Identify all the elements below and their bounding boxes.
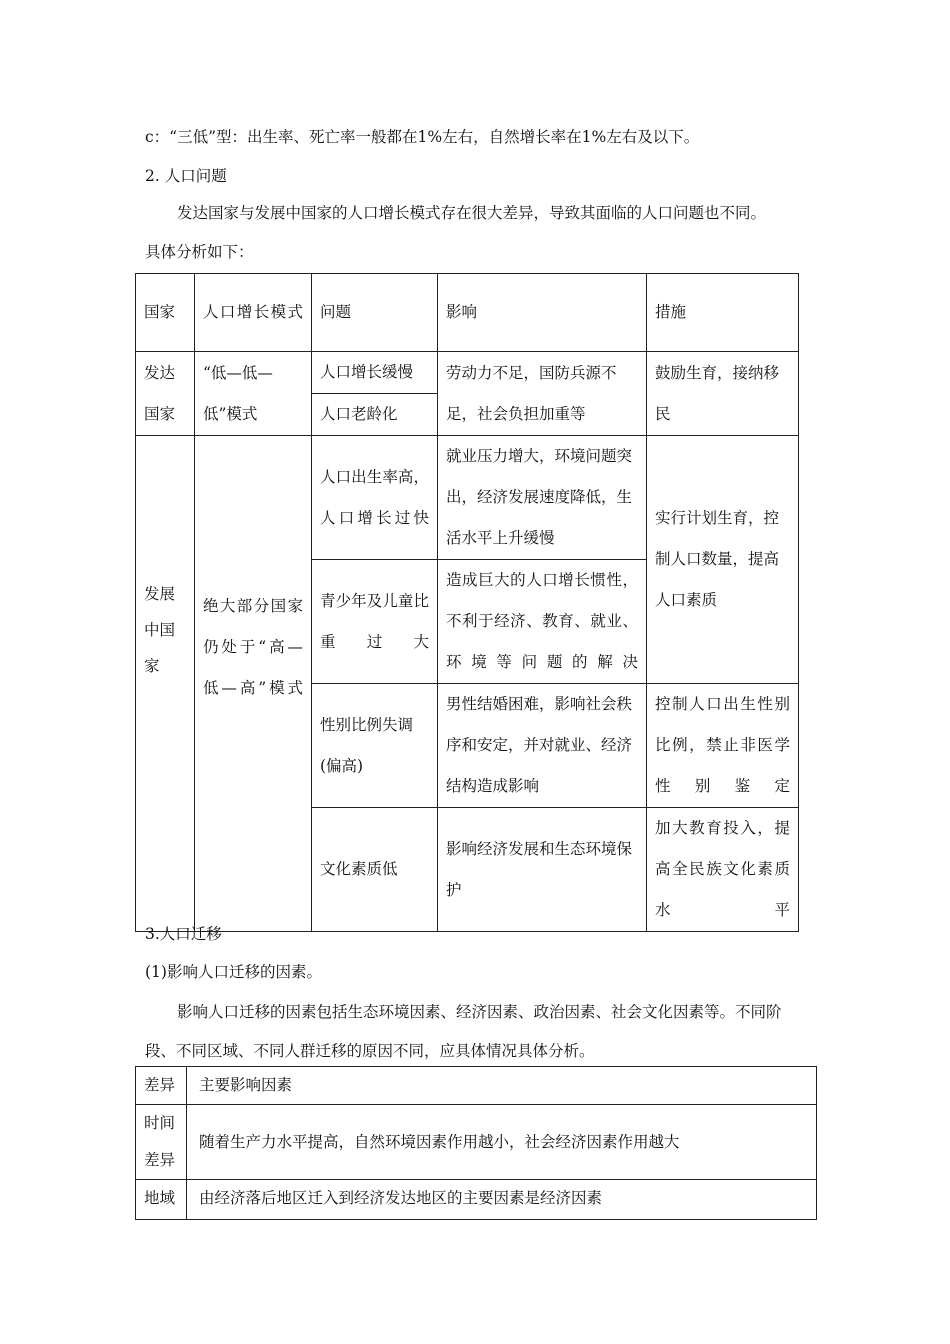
developed-problem-2: 人口老龄化 (312, 394, 438, 436)
intro-paragraph: 发达国家与发展中国家的人口增长模式存在很大差异，导致其面临的人口问题也不同。 (177, 204, 767, 222)
developing-impact-2: 造成巨大的人口增长惯性，不利于经济、教育、就业、环境等问题的解决 (446, 571, 638, 671)
header-measure: 措施 (647, 274, 799, 352)
developing-problem-1: 人口出生率高，人口增长过快 (320, 467, 429, 527)
developed-measure-cell: 鼓励生育，接纳移民 (655, 363, 780, 423)
developing-problem-2: 青少年及儿童比重过大 (320, 591, 429, 651)
migration-factor-table (135, 1066, 817, 1220)
developing-impact-4: 影响经济发展和生态环境保护 (446, 839, 633, 899)
table-header-row (136, 1067, 817, 1105)
developed-problem-1: 人口增长缓慢 (312, 352, 438, 394)
developing-measure-shared: 实行计划生育，控制人口数量，提高人口素质 (655, 509, 780, 609)
developed-country-cell: 发达国家 (144, 363, 176, 423)
section-heading-population-problem: 2. 人口问题 (145, 167, 227, 185)
table-row (136, 436, 799, 560)
developing-impact-3: 男性结婚困难，影响社会秩序和安定，并对就业、经济结构造成影响 (446, 695, 633, 795)
migration-paragraph-line-1: 影响人口迁移的因素包括生态环境因素、经济因素、政治因素、社会文化因素等。不同阶 (177, 1003, 782, 1021)
developing-impact-1: 就业压力增大，环境问题突出，经济发展速度降低，生活水平上升缓慢 (446, 447, 633, 547)
table-row (136, 352, 799, 394)
c-type-line: c：“三低”型：出生率、死亡率一般都在1%左右，自然增长率在1%左右及以下。 (145, 128, 700, 146)
region-label: 地域 (136, 1180, 187, 1220)
table-row (136, 1180, 817, 1220)
header-impact: 影响 (438, 274, 647, 352)
table-row (136, 1105, 817, 1180)
intro-paragraph-cont: 具体分析如下： (145, 243, 254, 261)
developing-country-cell: 发展中国家 (144, 585, 176, 675)
developing-mode-cell: 绝大部分国家仍处于“高—低—高”模式 (203, 597, 303, 697)
developing-measure-3: 控制人口出生性别比例，禁止非医学性别鉴定 (655, 695, 790, 795)
header-difference: 差异 (136, 1067, 187, 1105)
section-heading-migration: 3.人口迁移 (145, 925, 222, 943)
developed-mode-cell: “低—低—低”模式 (203, 363, 273, 423)
developing-problem-4: 文化素质低 (312, 808, 438, 932)
migration-paragraph-line-2: 段、不同区域、不同人群迁移的原因不同，应具体情况具体分析。 (145, 1042, 595, 1060)
population-problem-table (135, 273, 799, 932)
time-difference-text: 随着生产力水平提高，自然环境因素作用越小，社会经济因素作用越大 (187, 1105, 817, 1180)
time-difference-label: 时间差异 (144, 1114, 176, 1169)
header-country: 国家 (136, 274, 195, 352)
developing-problem-3: 性别比例失调(偏高) (320, 715, 414, 775)
region-text: 由经济落后地区迁入到经济发达地区的主要因素是经济因素 (187, 1180, 817, 1220)
developed-impact-cell: 劳动力不足，国防兵源不足，社会负担加重等 (446, 363, 617, 423)
header-growth-mode: 人口增长模式 (203, 303, 303, 321)
header-main-factor: 主要影响因素 (187, 1067, 817, 1105)
developing-measure-4: 加大教育投入，提高全民族文化素质水平 (655, 819, 790, 919)
header-problem: 问题 (312, 274, 438, 352)
subheading-migration-factors: (1)影响人口迁移的因素。 (145, 963, 322, 981)
table-header-row (136, 274, 799, 352)
